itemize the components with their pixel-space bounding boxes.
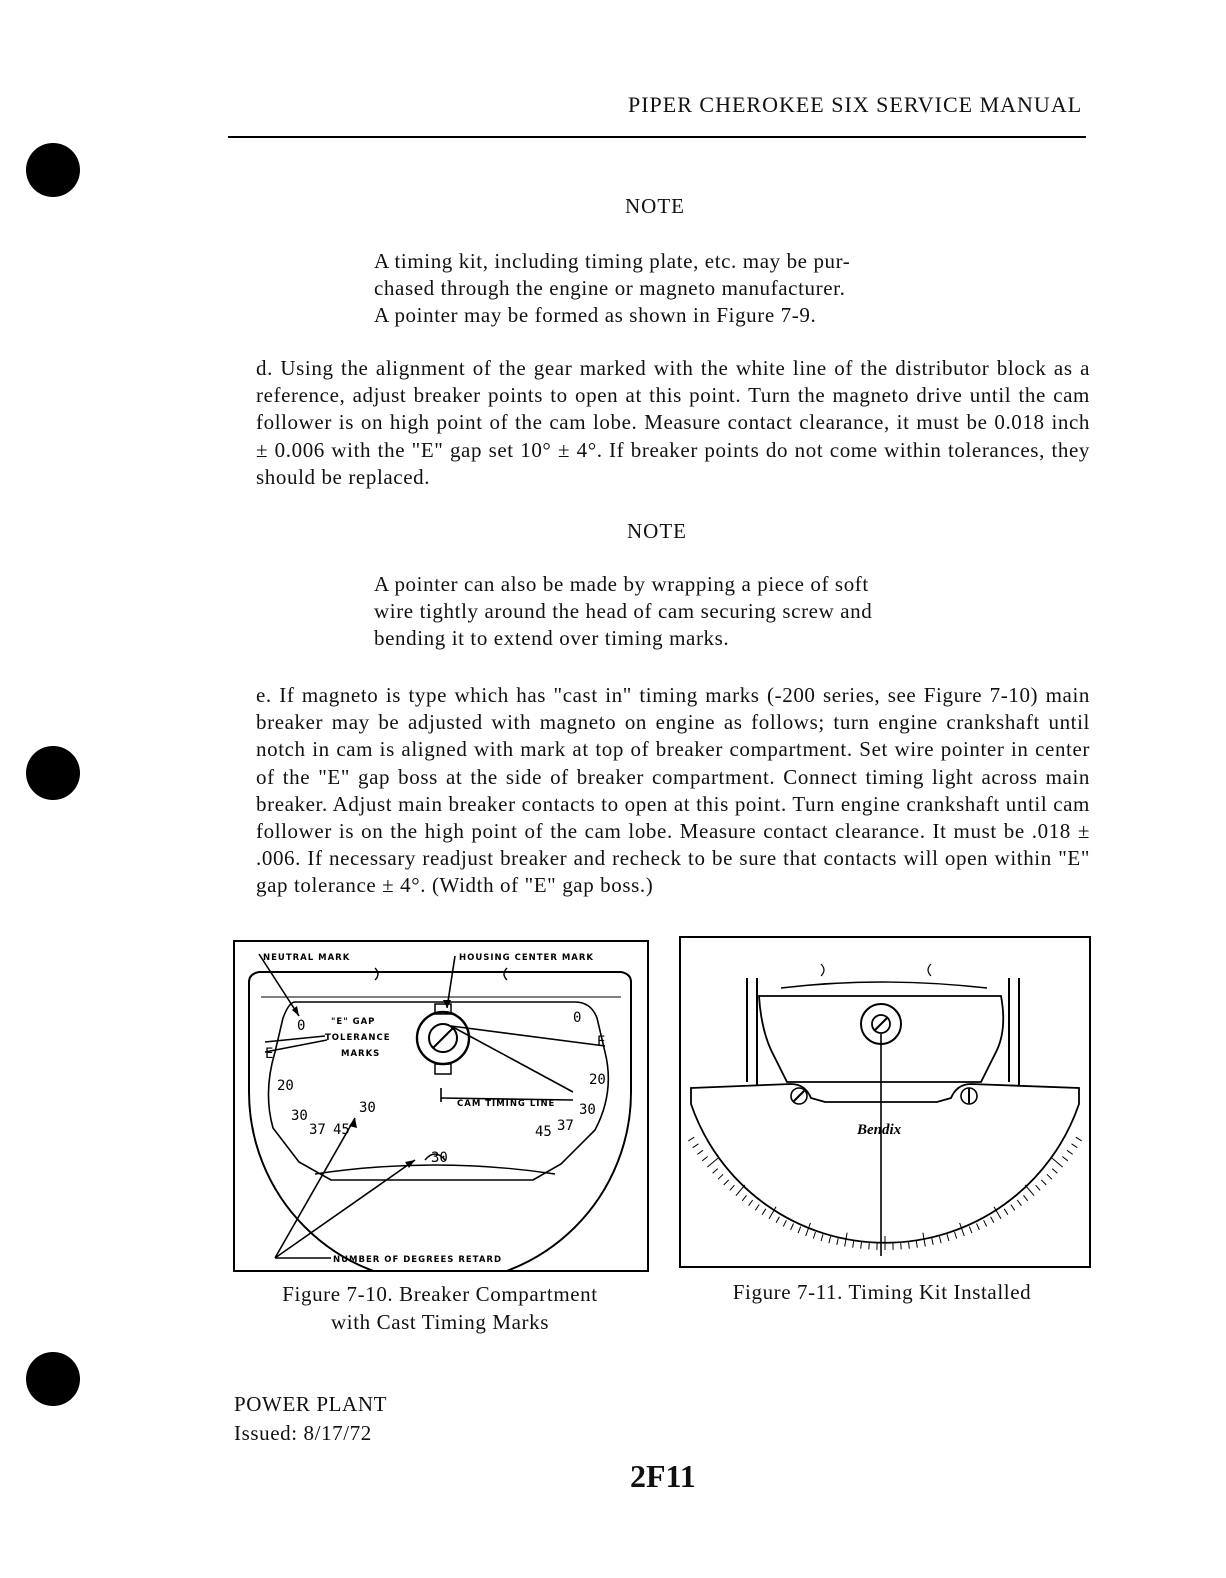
- note-title: NOTE: [627, 519, 687, 543]
- mark-30-bottom: 30: [431, 1150, 448, 1166]
- degree-tick: [960, 1223, 965, 1236]
- degree-tick: [1052, 1158, 1063, 1167]
- degree-tick: [736, 1185, 745, 1196]
- mark-45-left: 45: [333, 1122, 350, 1138]
- figure-7-10: [233, 940, 649, 1272]
- e-gap-label: MARKS: [341, 1049, 381, 1059]
- caption-line: with Cast Timing Marks: [331, 1310, 549, 1334]
- note-body: [374, 571, 964, 652]
- degree-tick: [1052, 1169, 1057, 1174]
- degree-tick: [909, 1242, 910, 1249]
- timing-kit-diagram: [681, 938, 1089, 1266]
- punch-hole-middle: [26, 746, 80, 800]
- breaker-compartment-diagram: [235, 942, 647, 1270]
- note-line: bending it to extend over timing marks.: [374, 626, 730, 650]
- note-body: [374, 248, 964, 329]
- degree-tick: [977, 1224, 980, 1230]
- degree-tick: [1067, 1150, 1073, 1154]
- degree-tick: [718, 1174, 723, 1179]
- degree-tick: [1062, 1157, 1068, 1161]
- degree-tick: [1024, 1195, 1028, 1201]
- neutral-mark-label: NEUTRAL MARK: [263, 953, 351, 963]
- paragraph-e: [232, 682, 1090, 900]
- mark-20-left: 20: [277, 1078, 294, 1094]
- degree-tick: [939, 1236, 941, 1243]
- degree-tick: [693, 1144, 699, 1148]
- degree-tick: [813, 1232, 815, 1239]
- footer-section: POWER PLANT: [234, 1392, 388, 1416]
- degree-tick: [776, 1217, 779, 1223]
- degree-tick: [806, 1223, 811, 1236]
- note-line: wire tightly around the head of cam securing screw and: [374, 599, 873, 623]
- degree-tick: [742, 1195, 746, 1201]
- degree-tick: [984, 1220, 987, 1226]
- degree-tick: [1011, 1205, 1015, 1211]
- degrees-retard-label: NUMBER OF DEGREES RETARD: [333, 1255, 503, 1265]
- degree-tick: [916, 1241, 917, 1248]
- mark-20-right: 20: [589, 1072, 606, 1088]
- degree-tick: [798, 1227, 801, 1234]
- degree-tick: [724, 1180, 729, 1185]
- header-rule: [228, 136, 1086, 138]
- degree-tick: [1072, 1144, 1078, 1148]
- note-line: A timing kit, including timing plate, etc. may be pur-: [374, 249, 851, 273]
- degree-tick: [1017, 1200, 1021, 1206]
- degree-tick: [749, 1200, 753, 1206]
- note-line: A pointer can also be made by wrapping a piece of soft: [374, 572, 869, 596]
- degree-tick: [791, 1224, 794, 1230]
- housing-center-mark-label: HOUSING CENTER MARK: [459, 953, 595, 963]
- degree-tick: [1047, 1174, 1052, 1179]
- e-gap-label: "E" GAP: [331, 1017, 376, 1027]
- punch-hole-bottom: [26, 1352, 80, 1406]
- degree-tick: [955, 1232, 957, 1239]
- note-title: NOTE: [625, 194, 685, 218]
- degree-tick: [821, 1234, 823, 1241]
- degree-tick: [1036, 1185, 1041, 1190]
- figure-7-10-caption: [232, 1280, 648, 1336]
- mark-30-right: 30: [579, 1102, 596, 1118]
- e-gap-label: TOLERANCE: [325, 1033, 391, 1043]
- degree-tick: [688, 1137, 694, 1141]
- degree-tick: [869, 1243, 870, 1250]
- figure-7-11: [679, 936, 1091, 1268]
- caption-line: Figure 7-10. Breaker Compartment: [282, 1282, 598, 1306]
- degree-tick: [901, 1243, 902, 1250]
- paragraph-d-text: d. Using the alignment of the gear marked with the white line of the distributor block as a reference, adjust breaker points to open at this point. Turn the magneto drive until the cam follower is on high point of the cam lobe. Measure contact clearance, it must be 0.018 inch ± 0.006 with the "E" gap set 10° ± 4°. If breaker points do not come within tolerances, they should be replaced.: [256, 356, 1090, 489]
- degree-tick: [991, 1217, 994, 1223]
- mark-45-right: 45: [535, 1124, 552, 1140]
- degree-tick: [861, 1242, 862, 1249]
- degree-tick: [702, 1157, 708, 1161]
- mark-zero-right: 0: [573, 1010, 582, 1026]
- manual-title: PIPER CHEROKEE SIX SERVICE MANUAL: [628, 92, 1083, 117]
- mark-e-left: E: [265, 1046, 274, 1062]
- mark-37-left: 37: [309, 1122, 326, 1138]
- cam-timing-line-label: CAM TIMING LINE: [457, 1099, 556, 1109]
- degree-tick: [762, 1209, 766, 1215]
- figure-7-11-caption: Figure 7-11. Timing Kit Installed: [732, 1280, 1032, 1304]
- degree-tick: [1076, 1137, 1082, 1141]
- mark-e-right: E: [597, 1034, 606, 1050]
- paragraph-e-text: e. If magneto is type which has "cast in" timing marks (-200 series, see Figure 7-10) main breaker may be adjusted with magneto on engine as follows; turn engine crankshaft until notch in cam is aligned with mark at top of breaker compartment. Set wire pointer in center of the "E" gap boss at the side of breaker compartment. Connect timing light across main breaker. Adjust main breaker contacts to open at this point. Turn engine crankshaft until cam follower is on the high point of the cam lobe. Measure contact clearance. It must be .018 ± .006. If necessary readjust breaker and recheck to be sure that contacts will open within "E" gap tolerance ± 4°. (Width of "E" gap boss.): [256, 683, 1090, 898]
- degree-tick: [853, 1241, 854, 1248]
- degree-tick: [837, 1238, 838, 1245]
- punch-hole-top: [26, 143, 80, 197]
- mark-30-left: 30: [291, 1108, 308, 1124]
- footer-issued: Issued: 8/17/72: [234, 1421, 372, 1445]
- degree-tick: [697, 1150, 703, 1154]
- degree-tick: [707, 1158, 718, 1167]
- degree-tick: [1041, 1180, 1046, 1185]
- degree-tick: [1004, 1209, 1008, 1215]
- page-code: 2F11: [630, 1458, 696, 1494]
- degree-tick: [755, 1205, 759, 1211]
- degree-tick: [1025, 1185, 1034, 1196]
- degree-scale: [688, 1137, 1081, 1250]
- mark-zero-left: 0: [297, 1018, 306, 1034]
- mark-37-right: 37: [557, 1118, 574, 1134]
- degree-tick: [932, 1238, 933, 1245]
- degree-tick: [783, 1220, 786, 1226]
- mark-30-inner-left: 30: [359, 1100, 376, 1116]
- degree-tick: [713, 1169, 718, 1174]
- degree-tick: [947, 1234, 949, 1241]
- bendix-logo: Bendix: [857, 1122, 902, 1138]
- note-line: A pointer may be formed as shown in Figure 7-9.: [374, 303, 817, 327]
- degree-tick: [730, 1185, 735, 1190]
- degree-tick: [969, 1227, 972, 1234]
- degree-tick: [829, 1236, 831, 1243]
- note-line: chased through the engine or magneto manufacturer.: [374, 276, 846, 300]
- paragraph-d: [232, 355, 1090, 491]
